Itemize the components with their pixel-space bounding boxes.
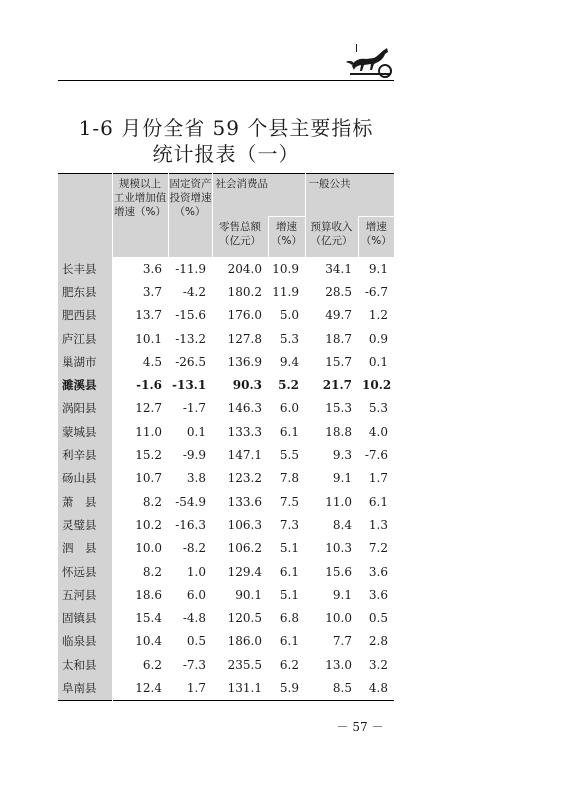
budget-growth-cell: 4.0	[368, 424, 388, 439]
industrial-growth-cell: 10.7	[135, 471, 162, 486]
fixed-investment-cell: 0.1	[186, 424, 206, 439]
retail-growth-cell: 7.5	[279, 494, 299, 509]
county-name: 肥东县	[58, 280, 112, 303]
industrial-growth-cell: 18.6	[135, 587, 162, 602]
retail-growth-cell: 11.9	[272, 284, 299, 299]
retail-growth-cell: 7.3	[279, 517, 299, 532]
table-row	[58, 513, 394, 536]
fixed-investment-cell: -4.8	[182, 611, 206, 626]
horse-logo-icon	[344, 40, 394, 80]
retail-growth-cell: 6.1	[279, 634, 299, 649]
fixed-investment-cell: -11.9	[175, 261, 206, 276]
budget-revenue-cell: 9.3	[332, 448, 352, 463]
header-retail-growth: 增速 （%）	[268, 217, 305, 258]
county-name: 砀山县	[58, 467, 112, 490]
fixed-investment-cell: -1.7	[182, 401, 206, 416]
fixed-investment-cell: -16.3	[175, 517, 206, 532]
retail-total-cell: 204.0	[227, 261, 262, 276]
header-budget-revenue: 预算收入 （亿元）	[305, 217, 358, 258]
fixed-investment-cell: 3.8	[186, 471, 206, 486]
industrial-growth-cell: 15.4	[135, 611, 162, 626]
table-row	[58, 443, 394, 466]
table-row	[58, 653, 394, 676]
table-row	[58, 583, 394, 606]
retail-total-cell: 133.3	[227, 424, 262, 439]
budget-revenue-cell: 9.1	[332, 587, 352, 602]
table-row	[58, 537, 394, 560]
fixed-investment-cell: -15.6	[175, 308, 206, 323]
industrial-growth-cell: 6.2	[142, 657, 162, 672]
industrial-growth-cell: 13.7	[135, 308, 162, 323]
county-name: 长丰县	[58, 257, 112, 280]
retail-growth-cell: 6.8	[279, 611, 299, 626]
page-number: － 57 －	[336, 720, 384, 734]
retail-total-cell: 131.1	[227, 680, 262, 695]
table-row	[58, 397, 394, 420]
retail-total-cell: 120.5	[227, 611, 262, 626]
industrial-growth-cell: 8.2	[142, 564, 162, 579]
industrial-growth-cell: 3.7	[142, 284, 162, 299]
county-name: 萧 县	[58, 490, 112, 513]
retail-growth-cell: 5.2	[278, 378, 299, 393]
county-name: 怀远县	[58, 560, 112, 583]
industrial-growth-cell: 10.1	[135, 331, 162, 346]
retail-total-cell: 235.5	[227, 657, 262, 672]
retail-growth-cell: 6.0	[279, 401, 299, 416]
industrial-growth-cell: 3.6	[142, 261, 162, 276]
industrial-growth-cell: -1.6	[136, 378, 162, 393]
industrial-growth-cell: 12.4	[135, 680, 162, 695]
retail-total-cell: 106.2	[227, 541, 262, 556]
fixed-investment-cell: -54.9	[175, 494, 206, 509]
budget-revenue-cell: 13.0	[325, 657, 352, 672]
retail-total-cell: 180.2	[227, 284, 262, 299]
retail-total-cell: 133.6	[227, 494, 262, 509]
budget-revenue-cell: 10.3	[325, 541, 352, 556]
retail-growth-cell: 5.9	[279, 680, 299, 695]
page-title-line1: 1-6 月份全省 59 个县主要指标	[78, 116, 374, 140]
industrial-growth-cell: 12.7	[135, 401, 162, 416]
header-budget-growth: 增速 （%）	[358, 217, 394, 258]
budget-revenue-cell: 15.6	[325, 564, 352, 579]
budget-growth-cell: 3.2	[368, 657, 388, 672]
county-name: 利辛县	[58, 443, 112, 466]
budget-growth-cell: 1.3	[368, 517, 388, 532]
header-rule	[58, 80, 394, 81]
table-body	[58, 257, 394, 700]
budget-revenue-cell: 15.3	[325, 401, 352, 416]
budget-revenue-cell: 9.1	[332, 471, 352, 486]
retail-total-cell: 147.1	[227, 448, 262, 463]
retail-total-cell: 90.1	[235, 587, 262, 602]
retail-total-cell: 176.0	[227, 308, 262, 323]
header-retail-total: 零售总额 （亿元）	[212, 217, 268, 258]
header-fixed-investment: 固定资产 投资增速 （%）	[168, 174, 212, 258]
retail-total-cell: 123.2	[227, 471, 262, 486]
table-row	[58, 467, 394, 490]
budget-revenue-cell: 8.5	[332, 680, 352, 695]
budget-revenue-cell: 49.7	[325, 308, 352, 323]
fixed-investment-cell: -8.2	[182, 541, 206, 556]
budget-growth-cell: 6.1	[368, 494, 388, 509]
table-row	[58, 560, 394, 583]
county-name: 太和县	[58, 653, 112, 676]
industrial-growth-cell: 10.0	[135, 541, 162, 556]
budget-revenue-cell: 11.0	[325, 494, 352, 509]
county-name: 临泉县	[58, 630, 112, 653]
retail-growth-cell: 10.9	[272, 261, 299, 276]
budget-revenue-cell: 18.8	[325, 424, 352, 439]
budget-growth-cell: 9.1	[368, 261, 388, 276]
fixed-investment-cell: 6.0	[186, 587, 206, 602]
fixed-investment-cell: -26.5	[175, 354, 206, 369]
industrial-growth-cell: 4.5	[142, 354, 162, 369]
table-row	[58, 420, 394, 443]
county-name: 泗 县	[58, 537, 112, 560]
retail-total-cell: 136.9	[227, 354, 262, 369]
budget-growth-cell: -6.7	[364, 284, 388, 299]
table-row	[58, 257, 394, 280]
table-header	[58, 174, 394, 258]
retail-total-cell: 127.8	[227, 331, 262, 346]
header-budget-group: 一般公共	[305, 174, 394, 217]
retail-growth-cell: 5.0	[279, 308, 299, 323]
budget-growth-cell: 5.3	[368, 401, 388, 416]
county-name: 涡阳县	[58, 397, 112, 420]
industrial-growth-cell: 10.4	[135, 634, 162, 649]
county-name: 蒙城县	[58, 420, 112, 443]
county-name: 阜南县	[58, 676, 112, 700]
table-row	[58, 490, 394, 513]
industrial-growth-cell: 10.2	[135, 517, 162, 532]
table-row	[58, 350, 394, 373]
retail-growth-cell: 5.3	[279, 331, 299, 346]
fixed-investment-cell: -9.9	[182, 448, 206, 463]
budget-revenue-cell: 15.7	[325, 354, 352, 369]
fixed-investment-cell: 0.5	[186, 634, 206, 649]
budget-growth-cell: 0.5	[368, 611, 388, 626]
budget-growth-cell: 2.8	[368, 634, 388, 649]
industrial-growth-cell: 15.2	[135, 448, 162, 463]
budget-growth-cell: 1.2	[368, 308, 388, 323]
fixed-investment-cell: -13.2	[175, 331, 206, 346]
county-name: 肥西县	[58, 304, 112, 327]
retail-growth-cell: 5.1	[279, 587, 299, 602]
table-row	[58, 630, 394, 653]
retail-growth-cell: 5.1	[279, 541, 299, 556]
budget-revenue-cell: 18.7	[325, 331, 352, 346]
budget-growth-cell: -7.6	[364, 448, 388, 463]
fixed-investment-cell: -13.1	[172, 378, 207, 393]
page-title-line2: 统计报表（一）	[152, 142, 300, 166]
header-industrial-growth: 规模以上 工业增加值 增速（%）	[112, 174, 168, 258]
budget-growth-cell: 3.6	[368, 587, 388, 602]
budget-growth-cell: 4.8	[368, 680, 388, 695]
retail-growth-cell: 9.4	[279, 354, 299, 369]
county-name: 巢湖市	[58, 350, 112, 373]
retail-growth-cell: 5.5	[279, 448, 299, 463]
county-name: 濉溪县	[58, 373, 112, 396]
table-row	[58, 304, 394, 327]
fixed-investment-cell: -4.2	[182, 284, 206, 299]
table-row	[58, 280, 394, 303]
budget-revenue-cell: 10.0	[325, 611, 352, 626]
county-name: 灵璧县	[58, 513, 112, 536]
fixed-investment-cell: -7.3	[182, 657, 206, 672]
budget-revenue-cell: 8.4	[332, 517, 352, 532]
retail-growth-cell: 6.1	[279, 424, 299, 439]
budget-revenue-cell: 21.7	[322, 378, 352, 393]
table-row	[58, 676, 394, 700]
retail-growth-cell: 6.2	[279, 657, 299, 672]
indicator-table	[58, 173, 394, 701]
fixed-investment-cell: 1.7	[186, 680, 206, 695]
table-row	[58, 327, 394, 350]
budget-growth-cell: 3.6	[368, 564, 388, 579]
budget-growth-cell: 1.7	[368, 471, 388, 486]
budget-revenue-cell: 7.7	[332, 634, 352, 649]
header-stub	[58, 174, 112, 258]
header-retail-group: 社会消费品	[212, 174, 305, 217]
industrial-growth-cell: 11.0	[135, 424, 162, 439]
county-name: 庐江县	[58, 327, 112, 350]
fixed-investment-cell: 1.0	[186, 564, 206, 579]
county-name: 固镇县	[58, 606, 112, 629]
table-row	[58, 606, 394, 629]
retail-total-cell: 106.3	[227, 517, 262, 532]
retail-total-cell: 129.4	[227, 564, 262, 579]
budget-growth-cell: 7.2	[368, 541, 388, 556]
retail-growth-cell: 7.8	[279, 471, 299, 486]
budget-revenue-cell: 28.5	[325, 284, 352, 299]
retail-total-cell: 146.3	[227, 401, 262, 416]
budget-growth-cell: 0.9	[368, 331, 388, 346]
retail-growth-cell: 6.1	[279, 564, 299, 579]
industrial-growth-cell: 8.2	[142, 494, 162, 509]
table-row	[58, 373, 394, 396]
budget-growth-cell: 0.1	[368, 354, 388, 369]
county-name: 五河县	[58, 583, 112, 606]
budget-growth-cell: 10.2	[362, 378, 392, 393]
budget-revenue-cell: 34.1	[325, 261, 352, 276]
retail-total-cell: 90.3	[232, 378, 262, 393]
retail-total-cell: 186.0	[227, 634, 262, 649]
